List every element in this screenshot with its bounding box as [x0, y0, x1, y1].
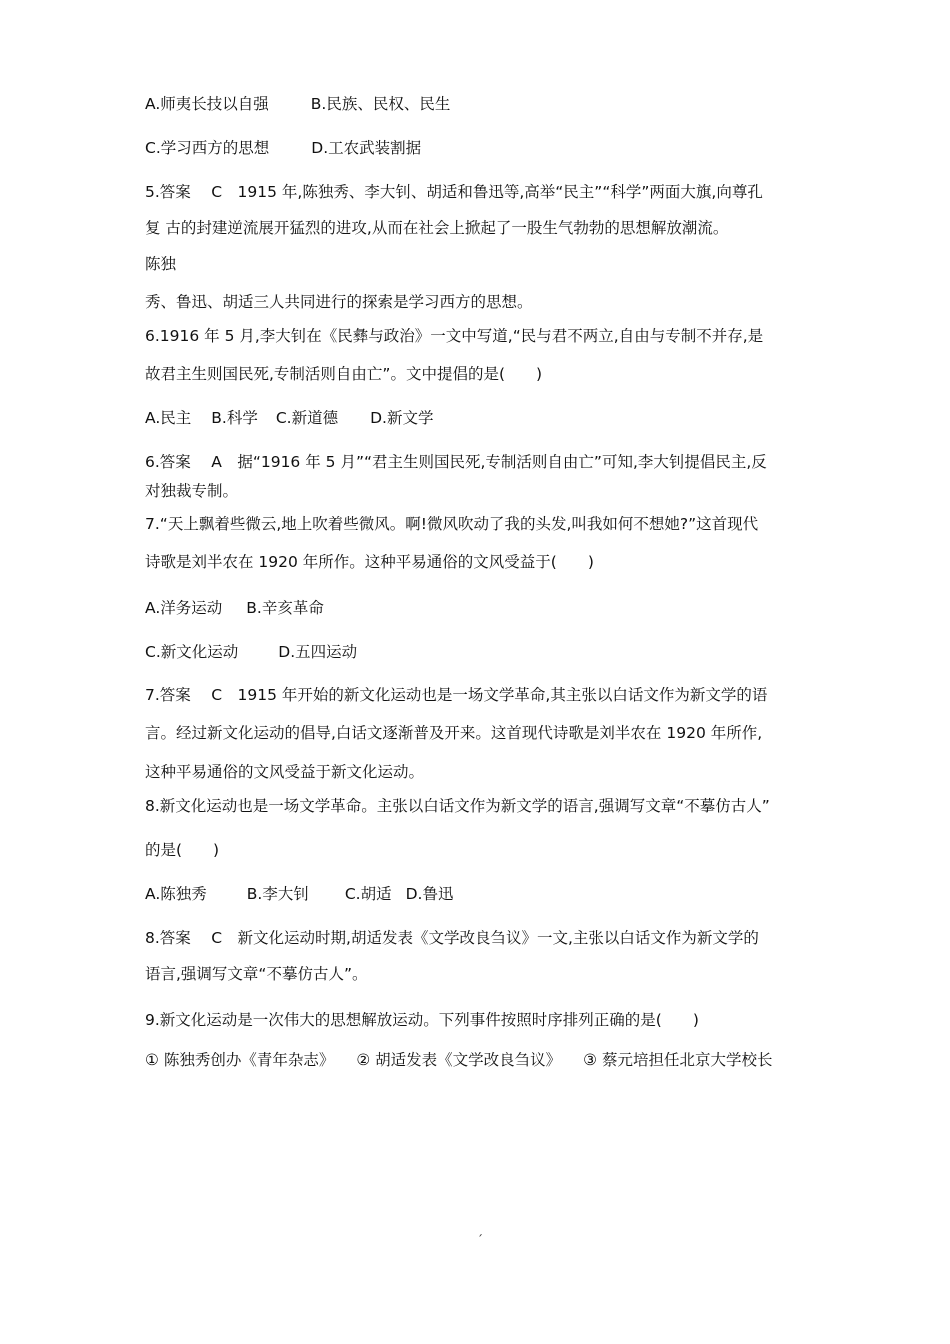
event-2: ② 胡适发表《文学改良刍议》 — [356, 1051, 562, 1069]
option-d: D.工农武装割据 — [311, 139, 422, 157]
option-d: D.五四运动 — [278, 643, 358, 661]
option-c: C.胡适 — [344, 885, 392, 903]
option-b: B.辛亥革命 — [246, 599, 324, 617]
option-d: D.新文学 — [370, 409, 434, 427]
option-line — [145, 1050, 772, 1070]
option-a: A.洋务运动 — [145, 599, 223, 617]
text-line: 陈独 — [145, 255, 177, 273]
answer-line: 5.答案 C 1915 年,陈独秀、李大钊、胡适和鲁迅等,高举“民主”“科学”两面大旗,向尊孔 — [145, 183, 763, 201]
question-line: 7.“天上飘着些微云,地上吹着些微风。啊!微风吹动了我的头发,叫我如何不想她?”这首现代 — [145, 515, 759, 533]
option-line — [145, 138, 421, 158]
option-line — [145, 884, 453, 904]
event-3: ③ 蔡元培担任北京大学校长 — [583, 1051, 773, 1069]
question-line: 6.1916 年 5 月,李大钊在《民彝与政治》一文中写道,“民与君不两立,自由与专制不并存,是 — [145, 327, 764, 345]
page-mark: ˊ — [477, 1233, 483, 1247]
text-line: 秀、鲁迅、胡适三人共同进行的探索是学习西方的思想。 — [145, 293, 533, 311]
option-a: A.陈独秀 — [145, 885, 207, 903]
text-line: 这种平易通俗的文风受益于新文化运动。 — [145, 763, 425, 781]
question-line: 8.新文化运动也是一场文学革命。主张以白话文作为新文学的语言,强调写文章“不摹仿古人” — [145, 797, 770, 815]
text-line: 语言,强调写文章“不摹仿古人”。 — [145, 965, 368, 983]
answer-line: 6.答案 A 据“1916 年 5 月”“君主生则国民死,专制活则自由亡”可知,李大钊提倡民主,反 — [145, 453, 767, 471]
option-line — [145, 642, 357, 662]
question-line: 故君主生则国民死,专制活则自由亡”。文中提倡的是( ) — [145, 365, 543, 383]
option-line — [145, 408, 433, 428]
event-1: ① 陈独秀创办《青年杂志》 — [145, 1051, 335, 1069]
text-line: 言。经过新文化运动的倡导,白话文逐渐普及开来。这首现代诗歌是刘半农在 1920 年所作, — [145, 724, 763, 742]
question-line: 的是( ) — [145, 841, 220, 859]
option-b: B.科学 — [211, 409, 258, 427]
option-c: C.学习西方的思想 — [145, 139, 270, 157]
question-line: 9.新文化运动是一次伟大的思想解放运动。下列事件按照时序排列正确的是( ) — [145, 1011, 699, 1029]
answer-line: 8.答案 C 新文化运动时期,胡适发表《文学改良刍议》一文,主张以白话文作为新文学的 — [145, 929, 759, 947]
option-c: C.新文化运动 — [145, 643, 239, 661]
option-c: C.新道德 — [275, 409, 339, 427]
text-line: 对独裁专制。 — [145, 482, 239, 500]
answer-line: 7.答案 C 1915 年开始的新文化运动也是一场文学革命,其主张以白话文作为新文学的语 — [145, 686, 768, 704]
option-a: A.民主 — [145, 409, 192, 427]
option-b: B.民族、民权、民生 — [310, 95, 451, 113]
option-line — [145, 598, 324, 618]
option-line — [145, 94, 450, 114]
text-line: 复 古的封建逆流展开猛烈的进攻,从而在社会上掀起了一股生气勃勃的思想解放潮流。 — [145, 219, 729, 237]
option-a: A.师夷长技以自强 — [145, 95, 269, 113]
question-line: 诗歌是刘半农在 1920 年所作。这种平易通俗的文风受益于( ) — [145, 553, 594, 571]
option-d: D.鲁迅 — [405, 885, 454, 903]
option-b: B.李大钊 — [246, 885, 309, 903]
